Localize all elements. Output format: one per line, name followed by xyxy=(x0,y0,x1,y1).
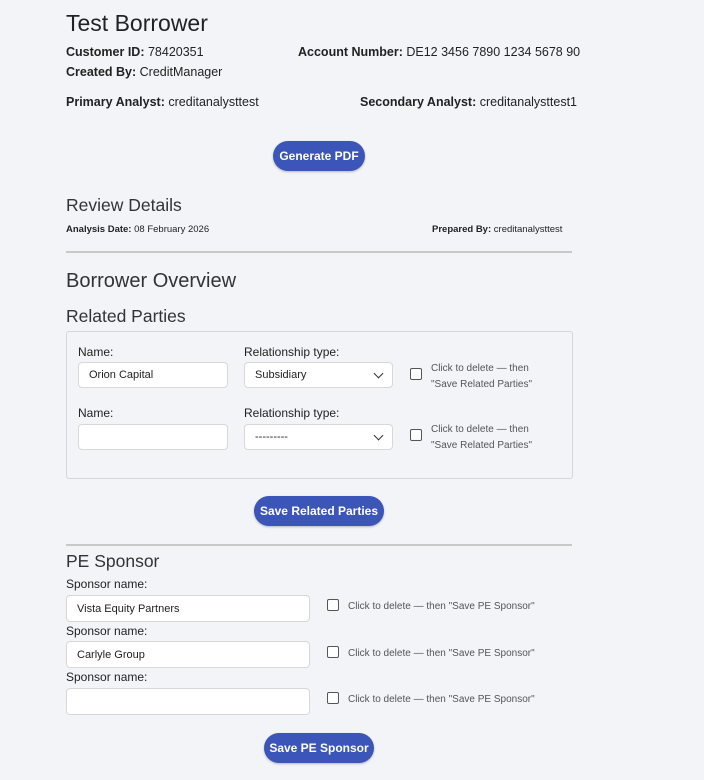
relationship-type-label: Relationship type: xyxy=(244,345,340,359)
sponsor-name-label: Sponsor name: xyxy=(66,624,148,638)
secondary-analyst-value: creditanalysttest1 xyxy=(479,95,578,109)
delete-hint: Click to delete — then "Save PE Sponsor" xyxy=(348,648,535,659)
save-related-parties-button[interactable]: Save Related Parties xyxy=(254,496,384,526)
save-pe-sponsor-button[interactable]: Save PE Sponsor xyxy=(264,733,374,763)
prepared-by-value: creditanalysttest xyxy=(493,224,563,235)
generate-pdf-button[interactable]: Generate PDF xyxy=(273,141,365,171)
delete-hint: Click to delete — then "Save PE Sponsor" xyxy=(348,601,535,612)
secondary-analyst xyxy=(360,95,577,109)
relationship-type-value: --------- xyxy=(255,431,288,443)
delete-hint-line2: "Save Related Parties" xyxy=(431,440,533,451)
related-party-name-input[interactable] xyxy=(78,362,228,388)
relationship-type-label: Relationship type: xyxy=(244,406,340,420)
delete-checkbox[interactable] xyxy=(327,692,339,704)
delete-checkbox[interactable] xyxy=(327,646,339,658)
related-parties-heading: Related Parties xyxy=(66,306,186,326)
pe-sponsor-heading: PE Sponsor xyxy=(66,551,160,571)
chevron-down-icon xyxy=(374,431,384,441)
related-party-name-label: Name: xyxy=(78,345,114,359)
account-number xyxy=(298,45,580,59)
sponsor-name-label: Sponsor name: xyxy=(66,670,148,684)
primary-analyst-label: Primary Analyst: xyxy=(66,95,165,109)
sponsor-name-label: Sponsor name: xyxy=(66,577,148,591)
prepared-by-label: Prepared By: xyxy=(432,224,492,235)
delete-hint xyxy=(431,422,532,454)
analysis-date-label: Analysis Date: xyxy=(66,224,132,235)
sponsor-name-input[interactable] xyxy=(66,641,310,668)
sponsor-name-input[interactable] xyxy=(66,688,310,715)
borrower-overview-heading: Borrower Overview xyxy=(66,270,237,292)
related-party-name-label: Name: xyxy=(78,406,114,420)
analysis-date-value: 08 February 2026 xyxy=(134,224,210,235)
created-by-value: CreditManager xyxy=(139,65,223,79)
secondary-analyst-label: Secondary Analyst: xyxy=(360,95,477,109)
delete-checkbox[interactable] xyxy=(327,599,339,611)
relationship-type-value: Subsidiary xyxy=(255,369,307,381)
related-party-name-input[interactable] xyxy=(78,424,228,450)
created-by-label: Created By: xyxy=(66,65,137,79)
relationship-type-select[interactable] xyxy=(244,424,393,450)
section-divider xyxy=(66,251,572,253)
section-divider xyxy=(66,544,572,546)
created-by xyxy=(66,65,222,79)
chevron-down-icon xyxy=(374,369,384,379)
customer-id xyxy=(66,45,204,59)
analysis-date xyxy=(66,224,209,235)
delete-hint-line2: "Save Related Parties" xyxy=(431,379,533,390)
prepared-by xyxy=(432,224,562,235)
primary-analyst-value: creditanalysttest xyxy=(168,95,259,109)
page-title: Test Borrower xyxy=(66,10,208,36)
delete-checkbox[interactable] xyxy=(410,368,422,380)
customer-id-value: 78420351 xyxy=(147,45,204,59)
account-number-label: Account Number: xyxy=(298,45,403,59)
review-details-heading: Review Details xyxy=(66,195,182,215)
primary-analyst xyxy=(66,95,259,109)
delete-hint-line1: Click to delete — then xyxy=(431,424,529,435)
delete-hint xyxy=(431,361,532,393)
sponsor-name-input[interactable] xyxy=(66,595,310,622)
delete-checkbox[interactable] xyxy=(410,429,422,441)
relationship-type-select[interactable] xyxy=(244,362,393,388)
delete-hint-line1: Click to delete — then xyxy=(431,363,529,374)
account-number-value: DE12 3456 7890 1234 5678 90 xyxy=(406,45,581,59)
customer-id-label: Customer ID: xyxy=(66,45,145,59)
delete-hint: Click to delete — then "Save PE Sponsor" xyxy=(348,694,535,705)
